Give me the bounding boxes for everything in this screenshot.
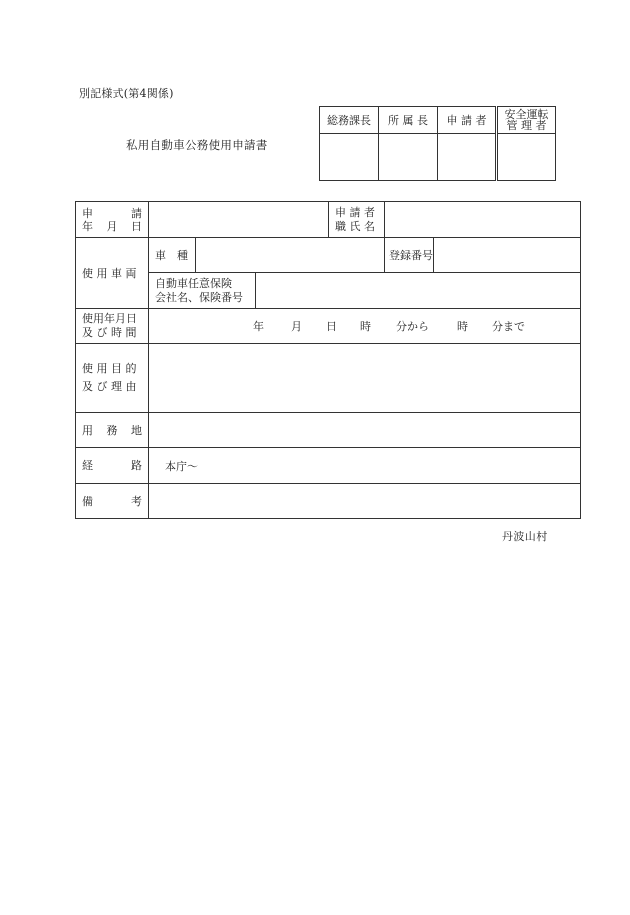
period-label	[76, 309, 149, 344]
stamp-safety-manager[interactable]	[497, 134, 556, 181]
label-char: 備	[82, 494, 93, 508]
minute-from-unit: 分から	[396, 320, 429, 333]
month-unit: 月	[291, 320, 302, 333]
destination-field[interactable]	[149, 413, 581, 448]
insurance-label-line1: 自動車任意保険	[155, 276, 232, 290]
applicant-label-line2: 職 氏 名	[335, 219, 375, 233]
stamp-general-affairs-chief[interactable]	[320, 134, 379, 181]
remarks-field[interactable]	[149, 484, 581, 519]
application-date-field[interactable]	[149, 202, 329, 238]
insurance-label	[149, 273, 256, 309]
document-title: 私用自動車公務使用申請書	[126, 138, 268, 152]
hour-to-unit: 時	[457, 320, 468, 333]
period-label-line1: 使用年月日	[82, 312, 137, 325]
approval-stamp-box	[319, 106, 556, 181]
label-char: 日	[131, 219, 142, 233]
insurance-label-line2: 会社名、保険番号	[155, 290, 243, 304]
destination-label	[76, 413, 149, 448]
minute-to-unit: 分まで	[492, 320, 525, 333]
organization-name: 丹波山村	[502, 530, 548, 543]
period-field[interactable]	[149, 309, 581, 344]
insurance-field[interactable]	[256, 273, 581, 309]
label-char: 月	[106, 219, 118, 233]
period-label-line2: 及 び 時 間	[82, 326, 137, 339]
hour-from-unit: 時	[360, 320, 371, 333]
day-unit: 日	[326, 320, 337, 333]
label-char: 請	[131, 206, 142, 220]
safety-manager-line1: 安全運転	[504, 108, 549, 121]
remarks-label	[76, 484, 149, 519]
purpose-label	[76, 344, 149, 413]
safety-manager-line2: 管 理 者	[506, 119, 547, 132]
stamp-department-head[interactable]	[379, 134, 438, 181]
route-label	[76, 448, 149, 484]
label-char: 路	[131, 459, 142, 472]
label-char: 地	[131, 423, 142, 437]
applicant-label	[329, 202, 385, 238]
purpose-field[interactable]	[149, 344, 581, 413]
label-char: 務	[106, 423, 118, 437]
header-applicant: 申 請 者	[438, 107, 497, 134]
route-value: 本庁～	[165, 459, 198, 473]
registration-label-text: 登録番号	[389, 249, 433, 262]
header-department-head: 所 属 長	[379, 107, 438, 134]
route-field[interactable]	[149, 448, 581, 484]
registration-label	[385, 238, 434, 273]
label-char: 申	[82, 206, 93, 220]
application-date-label	[76, 202, 149, 238]
stamp-applicant[interactable]	[438, 134, 497, 181]
header-safety-manager	[497, 107, 556, 134]
label-char: 経	[82, 459, 93, 472]
year-unit: 年	[253, 320, 264, 333]
applicant-label-line1: 申 請 者	[335, 205, 375, 219]
purpose-label-line2: 及 び 理 由	[82, 380, 137, 393]
applicant-name-field[interactable]	[385, 202, 581, 238]
application-form-table	[75, 201, 581, 519]
form-reference: 別記様式(第4関係)	[79, 87, 174, 100]
label-char: 考	[131, 494, 142, 508]
label-char: 年	[82, 219, 93, 233]
header-general-affairs-chief: 総務課長	[320, 107, 379, 134]
purpose-label-line1: 使 用 目 的	[82, 362, 137, 375]
vehicle-label: 使 用 車 両	[76, 238, 149, 309]
registration-number-field[interactable]	[434, 238, 581, 273]
vehicle-type-field[interactable]	[196, 238, 385, 273]
vehicle-type-label: 車 種	[149, 238, 196, 273]
label-char: 用	[82, 423, 93, 437]
